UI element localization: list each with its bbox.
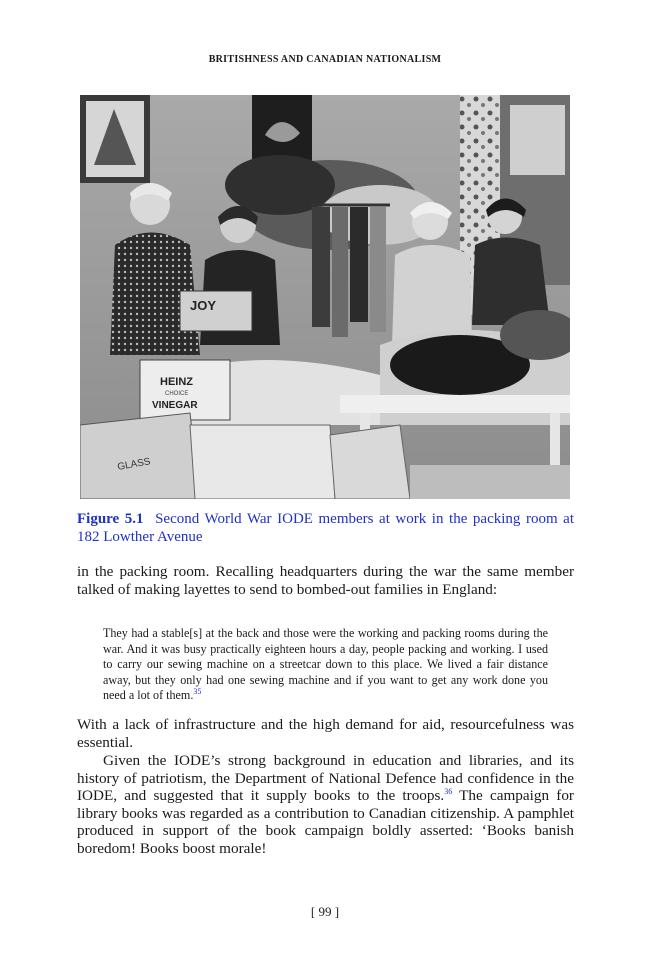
paragraph-3-part-b: The campaign for library books was regarded as a contribution to Canadian citizenship. A pamphlet produced in support of the book campaign boldly asserted: ‘Books banish boredom! Books boost morale! xyxy=(77,787,574,857)
paragraph-2: With a lack of infrastructure and the high demand for aid, resourcefulness was essential. xyxy=(77,716,574,751)
box-label-vinegar: VINEGAR xyxy=(152,400,198,411)
paragraph-3-part-a: Given the IODE’s strong background in education and libraries, and its history of patriotism, the Department of National Defence had confidence in the IODE, and suggested that it supply books to the troops. xyxy=(77,752,574,805)
paragraph-3 xyxy=(77,752,574,858)
page-number: [ 99 ] xyxy=(310,904,340,919)
paragraph-1: in the packing room. Recalling headquarters during the war the same member talked of making layettes to send to bombed-out families in England: xyxy=(77,563,574,598)
block-quote-text: They had a stable[s] at the back and those were the working and packing rooms during the war. And it was busy practically eighteen hours a day, people packing and working. I used to carry our sewing machine on a streetcar down to this place. We lived a fair distance away, but they only had one sewing machine and if you want to get any work done you need a lot of them. xyxy=(103,626,548,703)
box-label-heinz: HEINZ xyxy=(160,376,193,388)
running-head: BRITISHNESS AND CANADIAN NATIONALISM xyxy=(208,54,442,65)
footnote-ref-35[interactable]: 35 xyxy=(193,687,202,697)
block-quote xyxy=(103,626,548,704)
box-label-joy: JOY xyxy=(190,298,217,313)
box-label-heinz-sub: CHOICE xyxy=(165,391,189,397)
figure-label: Figure 5.1 xyxy=(77,511,144,527)
figure-photo xyxy=(80,95,570,499)
footnote-ref-36[interactable]: 36 xyxy=(444,787,453,797)
figure-caption xyxy=(77,510,574,546)
figure-caption-text: Second World War IODE members at work in the packing room at 182 Lowther Avenue xyxy=(77,511,574,545)
box-label-glass: GLASS xyxy=(116,456,152,473)
